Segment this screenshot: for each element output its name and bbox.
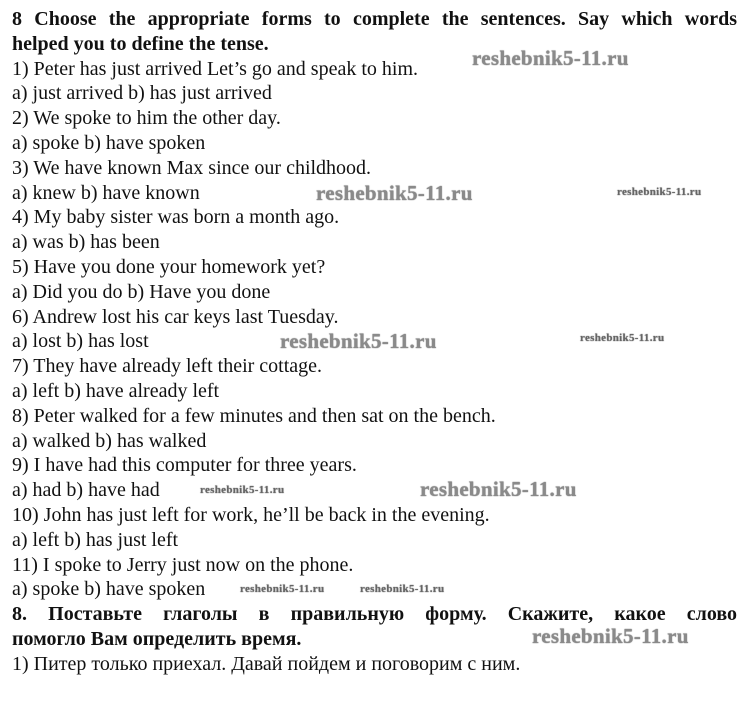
sentence: 1) Peter has just arrived Let’s go and speak to him. (12, 57, 419, 80)
watermark: reshebnik5-11.ru (420, 477, 577, 501)
sentence: 2) We spoke to him the other day. (12, 107, 281, 130)
answer-options: a) walked b) has walked (12, 429, 207, 452)
answer-options: a) left b) has just left (12, 528, 179, 551)
sentence: 7) They have already left their cottage. (12, 355, 323, 378)
watermark: reshebnik5-11.ru (280, 329, 437, 353)
watermark: reshebnik5-11.ru (532, 624, 689, 648)
watermark: reshebnik5-11.ru (472, 46, 629, 70)
sentence: 9) I have had this computer for three years. (12, 454, 357, 477)
watermark: reshebnik5-11.ru (240, 583, 325, 595)
sentence: 8) Peter walked for a few minutes and then sat on the bench. (12, 404, 496, 427)
answer-options: a) spoke b) have spoken (12, 131, 206, 154)
exercise-heading-en-line1: 8 Choose the appropriate forms to complete the sentences. Say which words (12, 8, 737, 30)
answer-options: a) had b) have had (12, 479, 160, 502)
answer-options: a) left b) have already left (12, 379, 220, 402)
watermark: reshebnik5-11.ru (200, 484, 285, 496)
watermark: reshebnik5-11.ru (617, 186, 702, 198)
watermark: reshebnik5-11.ru (580, 332, 665, 344)
answer-options: a) lost b) has lost (12, 330, 149, 353)
answer-options: a) knew b) have known (12, 181, 200, 204)
answer-options: a) was b) has been (12, 231, 160, 254)
exercise-heading-ru-line1: 8. Поставьте глаголы в правильную форму. Скажите, какое слово (12, 603, 737, 626)
exercise-heading-en-line2: helped you to define the tense. (12, 32, 269, 55)
sentence: 3) We have known Max since our childhood. (12, 156, 372, 179)
answer-options: a) just arrived b) has just arrived (12, 82, 272, 105)
answer-options: a) spoke b) have spoken (12, 578, 206, 601)
sentence: 6) Andrew lost his car keys last Tuesday. (12, 305, 339, 328)
sentence: 10) John has just left for work, he’ll be back in the evening. (12, 503, 490, 526)
exercise-heading-ru-line2: помогло Вам определить время. (12, 627, 302, 650)
sentence: 5) Have you done your homework yet? (12, 255, 326, 278)
sentence-ru-1: 1) Питер только приехал. Давай пойдем и поговорим с ним. (12, 652, 521, 675)
sentence: 4) My baby sister was born a month ago. (12, 206, 340, 229)
answer-options: a) Did you do b) Have you done (12, 280, 271, 303)
watermark: reshebnik5-11.ru (360, 583, 445, 595)
sentence: 11) I spoke to Jerry just now on the phone. (12, 553, 354, 576)
watermark: reshebnik5-11.ru (316, 181, 473, 205)
